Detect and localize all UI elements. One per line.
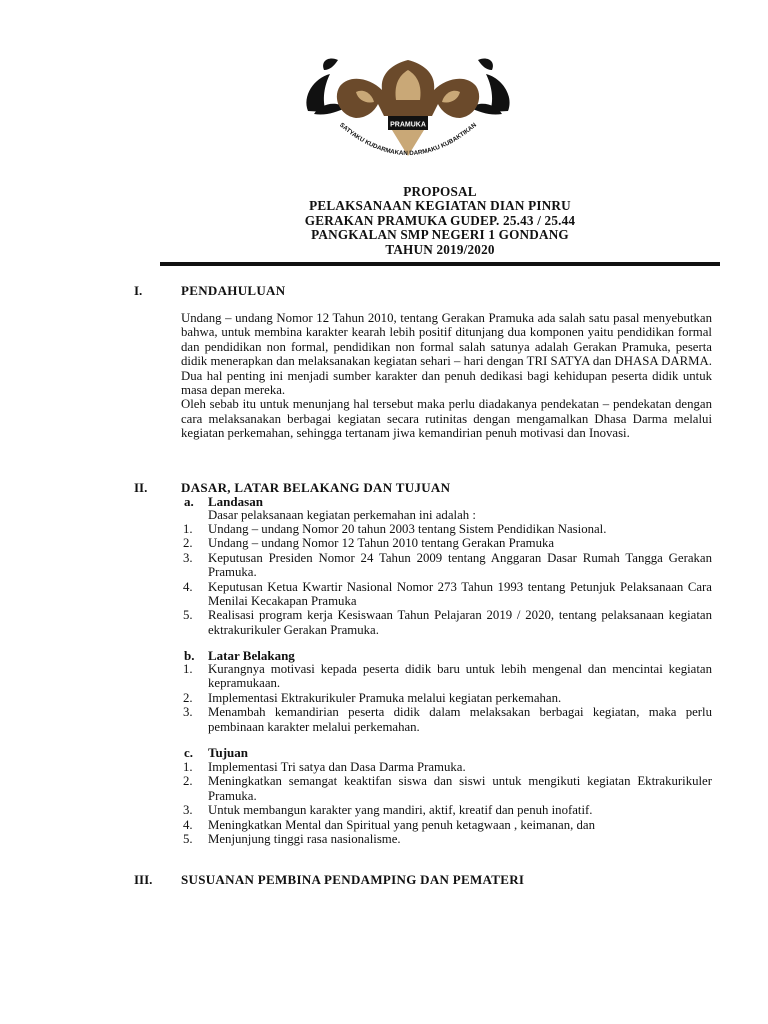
list-item-number: 3.: [183, 550, 193, 565]
list-item-text: Untuk membangun karakter yang mandiri, aktif, kreatif dan penuh inofatif.: [208, 803, 593, 818]
header-line-5: TAHUN 2019/2020: [385, 241, 495, 257]
tujuan-list: [181, 760, 712, 846]
tujuan-title: Tujuan: [208, 745, 248, 760]
list-item-number: 2.: [183, 536, 193, 551]
list-item-number: 5.: [183, 608, 193, 623]
list-item-text: Undang – undang Nomor 20 tahun 2003 tentang Sistem Pendidikan Nasional.: [208, 522, 607, 536]
list-item-number: 4.: [183, 579, 193, 594]
list-item: [181, 691, 712, 705]
list-item-number: 1.: [183, 760, 193, 774]
list-item: [181, 774, 712, 803]
pramuka-emblem-icon: [300, 56, 516, 168]
list-item: [181, 551, 712, 580]
latar-list: [181, 662, 712, 734]
landasan-label: a.: [184, 494, 194, 509]
badge-text: PRAMUKA: [390, 121, 426, 129]
pramuka-logo: [300, 56, 516, 168]
list-item-text: Implementasi Ektrakurikuler Pramuka melalui kegiatan perkemahan.: [208, 690, 562, 705]
landasan-list: [181, 522, 712, 637]
list-item-number: 3.: [183, 803, 193, 818]
list-item-text: Meningkatkan semangat keaktifan siswa dan siswi untuk mengikuti kegiatan Ektrakurikuler Pramuka.: [208, 774, 712, 803]
header-line-1: PROPOSAL: [403, 184, 477, 199]
list-item: [181, 818, 712, 832]
section-1-body: [181, 311, 712, 441]
section-3-title: SUSUANAN PEMBINA PENDAMPING DAN PEMATERI: [181, 872, 525, 887]
section-1-paragraph-1: Undang – undang Nomor 12 Tahun 2010, tentang Gerakan Pramuka ada salah satu pasal menyebutkan bahwa, untuk membina karakter kearah lebih positif ditunjang dua komponen yaitu pendidikan formal dan pendidikan non formal, pendidikan non formal salah satunya adalah Gerakan Pramuka, peserta didik menerapkan dan melaksanakan kegiatan sehari – hari dengan TRI SATYA dan DHASA DARMA. Dua hal penting ini menjadi sumber karakter dan penuh dedikasi bagi kehidupan peserta didik untuk masa depan mereka.: [181, 311, 712, 398]
list-item-number: 1.: [183, 662, 193, 676]
section-2-number: II.: [134, 480, 148, 495]
landasan-intro: Dasar pelaksanaan kegiatan perkemahan ini adalah :: [208, 508, 476, 522]
section-3-number: III.: [134, 872, 153, 887]
list-item: [181, 803, 712, 817]
header-line-4: PANGKALAN SMP NEGERI 1 GONDANG: [311, 227, 569, 243]
list-item-number: 2.: [183, 774, 193, 789]
list-item-number: 2.: [183, 690, 193, 705]
list-item-text: Keputusan Ketua Kwartir Nasional Nomor 273 Tahun 1993 tentang Petunjuk Pelaksanaan Cara Menilai Kecakapan Pramuka: [208, 579, 712, 609]
tujuan-label: c.: [184, 745, 194, 760]
section-2-title: DASAR, LATAR BELAKANG DAN TUJUAN: [181, 480, 451, 495]
list-item-text: Implementasi Tri satya dan Dasa Darma Pramuka.: [208, 760, 466, 774]
header-divider: [160, 262, 720, 266]
list-item: [181, 580, 712, 609]
list-item-text: Menjunjung tinggi rasa nasionalisme.: [208, 832, 401, 847]
latar-title: Latar Belakang: [208, 648, 295, 663]
list-item-number: 4.: [183, 817, 193, 832]
list-item: [181, 536, 712, 550]
list-item: [181, 522, 712, 536]
list-item-number: 1.: [183, 522, 193, 536]
latar-label: b.: [184, 648, 195, 663]
header-line-2: PELAKSANAAN KEGIATAN DIAN PINRU: [309, 198, 571, 214]
list-item-number: 5.: [183, 832, 193, 847]
document-header: [160, 185, 720, 257]
list-item-number: 3.: [183, 705, 193, 720]
list-item-text: Meningkatkan Mental dan Spiritual yang penuh ketagwaan , keimanan, dan: [208, 817, 595, 832]
list-item-text: Keputusan Presiden Nomor 24 Tahun 2009 tentang Anggaran Dasar Rumah Tangga Gerakan Pramuka.: [208, 550, 712, 580]
list-item: [181, 608, 712, 637]
list-item-text: Realisasi program kerja Kesiswaan Tahun Pelajaran 2019 / 2020, tentang pelaksanaan kegiatan ektrakurikuler Gerakan Pramuka.: [208, 608, 712, 637]
section-1-number: I.: [134, 283, 143, 298]
list-item-text: Kurangnya motivasi kepada peserta didik baru untuk lebih mengenal dan mencintai kegiatan kepramukaan.: [208, 662, 712, 691]
list-item-text: Menambah kemandirian peserta didik dalam melaksakan berbagai kegiatan, maka perlu pembinaan karakter melalui perkemahan.: [208, 705, 712, 734]
list-item: [181, 662, 712, 691]
motto-text: SATYAKU KUDARMAKAN DARMAKU KUBAKTIKAN: [338, 121, 478, 158]
section-1-paragraph-2: Oleh sebab itu untuk menunjang hal tersebut maka perlu diadakanya pendekatan – pendekatan dengan cara melaksanakan berbagai kegiatan secara rutinitas dengan mengamalkan Dhasa Darma melalui kegiatan perkemahan, sehingga tertanam jiwa kemandirian penuh motivasi dan Inovasi.: [181, 397, 712, 441]
section-1-title: PENDAHULUAN: [181, 283, 286, 298]
header-line-3: GERAKAN PRAMUKA GUDEP. 25.43 / 25.44: [304, 212, 576, 228]
list-item: [181, 760, 712, 774]
list-item-text: Undang – undang Nomor 12 Tahun 2010 tentang Gerakan Pramuka: [208, 536, 555, 551]
list-item: [181, 832, 712, 846]
landasan-title: Landasan: [208, 494, 263, 509]
list-item: [181, 705, 712, 734]
